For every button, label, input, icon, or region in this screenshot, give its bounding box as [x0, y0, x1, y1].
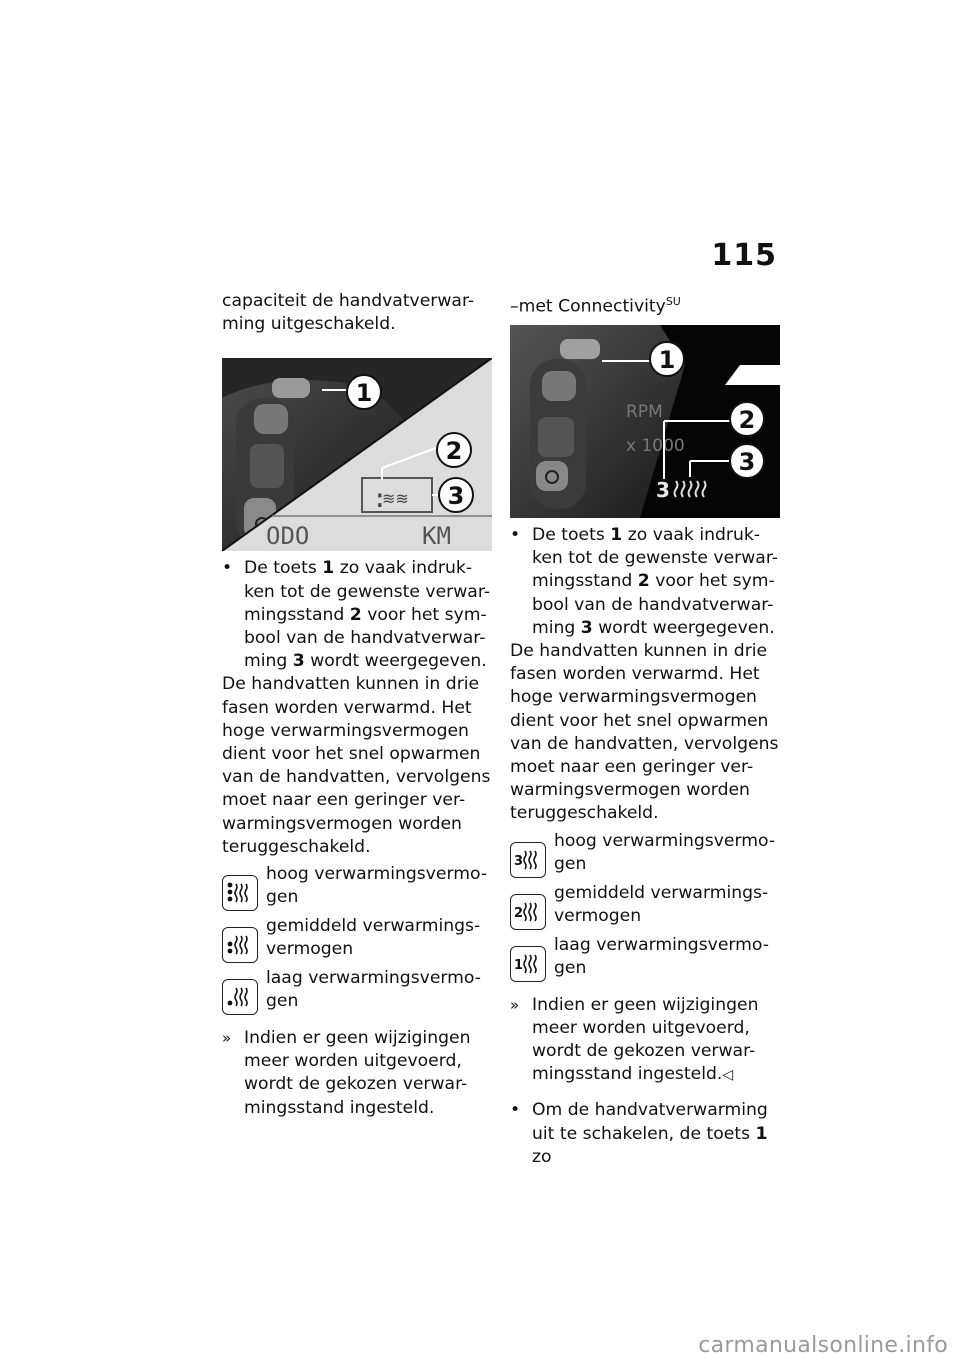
bullet-dot-icon: •	[510, 1100, 521, 1121]
left-column	[222, 290, 492, 1120]
intro-text: capaciteit de handvatverwar-ming uitgeschakeld.	[222, 291, 475, 335]
switch-off-bullet: • Om de handvatverwarming uit te schakelen, de toets 1 zo	[510, 1100, 768, 1167]
heat-level-medium-icon	[222, 927, 258, 963]
handlebar-photo-connectivity	[510, 325, 780, 518]
svg-text:1: 1	[514, 957, 524, 973]
description-paragraph: De handvatten kunnen in drie fasen worden verwarmd. Het hoge verwarmingsvermogen dient voor het snel opwarmen van de handvatten, vervolgens moet naar een geringer ver-warmingsvermogen worden teruggeschakeld.	[222, 674, 491, 857]
heat-level-2: 2 gemiddeld verwarmings-vermogen	[510, 882, 785, 930]
result-arrow-icon: »	[222, 1029, 232, 1048]
description-paragraph: De handvatten kunnen in drie fasen worden verwarmd. Het hoge verwarmingsvermogen dient voor het snel opwarmen van de handvatten, vervolgens moet naar een geringer ver-warmingsvermogen worden teruggeschakeld.	[510, 640, 779, 824]
svg-text:1: 1	[658, 345, 676, 374]
svg-text:KM: KM	[422, 522, 451, 551]
heat-level-3-icon	[510, 842, 546, 878]
heat-level-low-icon	[222, 979, 258, 1015]
heat-level-high-icon	[222, 875, 258, 911]
svg-text:≋≋: ≋≋	[382, 489, 409, 509]
watermark: carmanualsonline.info	[698, 1333, 948, 1358]
svg-text:3: 3	[738, 447, 756, 476]
bullet-dot-icon: •	[510, 524, 521, 545]
svg-text:2: 2	[738, 405, 756, 434]
heat-level-high: hoog verwarmingsvermo-gen	[222, 863, 492, 911]
svg-text:3: 3	[656, 477, 670, 502]
end-of-section-icon: ◁	[722, 1067, 734, 1084]
result-note: » Indien er geen wijzigingen meer worden uitgevoerd, wordt de gekozen verwar-mingsstand ingesteld.◁	[510, 994, 759, 1085]
bullet-dot-icon: •	[222, 558, 233, 579]
handlebar-photo-standard	[222, 358, 492, 551]
heat-level-1: 1 laag verwarmingsvermo-gen	[510, 934, 785, 982]
svg-text::: :	[372, 484, 388, 515]
connectivity-heading: –met Connectivity$^{SU}$	[510, 295, 681, 317]
instruction-bullet: • De toets 1 zo vaak indruk-ken tot de gewenste verwar-mingsstand 2 voor het sym-bool van de handvatverwar-ming 3 wordt weergegeven.	[222, 558, 490, 672]
right-column	[510, 290, 785, 1169]
result-note: » Indien er geen wijzigingen meer worden uitgevoerd, wordt de gekozen verwar-mingsstand ingesteld.	[222, 1028, 471, 1118]
svg-text:2: 2	[514, 905, 524, 921]
heat-level-medium: gemiddeld verwarmings-vermogen	[222, 915, 492, 963]
heat-level-2-icon	[510, 894, 546, 930]
svg-text:x 1000: x 1000	[626, 435, 685, 456]
page-number: 115	[711, 238, 777, 273]
heat-level-1-icon	[510, 946, 546, 982]
svg-text:2: 2	[445, 437, 463, 466]
heat-level-3: 3 hoog verwarmingsvermo-gen	[510, 830, 785, 878]
dash-mark: –	[510, 296, 519, 317]
svg-text:ODO: ODO	[266, 522, 310, 551]
result-arrow-icon: »	[510, 995, 520, 1014]
svg-text:RPM: RPM	[626, 401, 663, 422]
svg-text:1: 1	[355, 379, 373, 408]
svg-text:3: 3	[447, 482, 465, 511]
instruction-bullet: • De toets 1 zo vaak indruk-ken tot de gewenste verwar-mingsstand 2 voor het sym-bool van de handvatverwar-ming 3 wordt weergegeven.	[510, 524, 778, 638]
heat-level-low: laag verwarmingsvermo-gen	[222, 967, 492, 1015]
svg-text:3: 3	[514, 853, 524, 869]
